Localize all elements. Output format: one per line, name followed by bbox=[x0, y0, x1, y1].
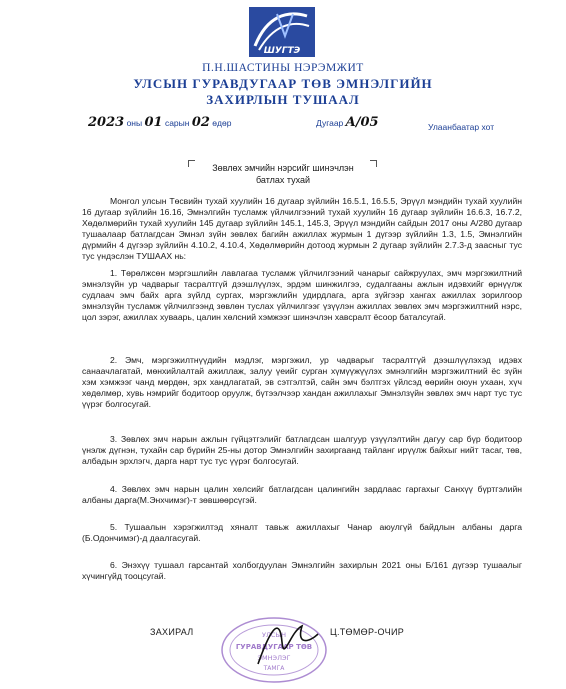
stamp-line-2: ГУРАВДУГААР ТӨВ bbox=[235, 643, 313, 651]
clause-1-text: 1. Төрөлжсөн мэргэшлийн лавлагаа тусламж үйлчилгээний чанарыг сайжруулах, эмч мэргэжилтний эмнэлзүйн ур чадварыг тасралтгүй дээшлүүлэх, эрдэм шинжилгээ, судалгааны ажлын идэвхийг өрнүүлж судлаач эмч байх арга зүйлд сургах, мэргэжлийн удирдлага, арга зүйгээр хангах ажиллах зорилгоор эмнэлзүйн тусламж үйлчилгээнд зөвлөн туслах үйлчилгээг үзүүлэн ажиллах зөвлөх эмч мэргэжилтний нэрс, цол зэрэг, ажиллах хуваарь, цалин хөлсний хэмжээг шинэчлэн хавсралт ёсоор баталсугай. bbox=[82, 268, 522, 322]
clause-5-text: 5. Тушаалын хэрэгжилтэд хяналт тавьж ажиллахыг Чанар аюулгүй байдлын албаны дарга (Б.Одончимэг)-д даалгасугай. bbox=[82, 522, 522, 543]
order-title-line-1: Зөвлөх эмчийн нэрсийг шинэчлэн bbox=[212, 163, 354, 173]
date-year: 2023 bbox=[88, 115, 125, 130]
stamp-line-3: ЭМНЭЛЭГ bbox=[257, 654, 291, 662]
org-line-3: ЗАХИРЛЫН ТУШААЛ bbox=[206, 92, 360, 107]
city: Улаанбаатар хот bbox=[428, 122, 495, 132]
signature-title: ЗАХИРАЛ bbox=[150, 627, 194, 637]
date-day: 02 bbox=[191, 115, 210, 130]
hospital-logo bbox=[247, 6, 317, 58]
number-label: Дугаар bbox=[316, 118, 344, 128]
official-stamp bbox=[218, 612, 330, 684]
clause-2 bbox=[82, 355, 522, 410]
order-title-line-2: батлах тухай bbox=[255, 175, 311, 185]
clause-6-text: 6. Энэхүү тушаал гарсантай холбогдуулан Эмнэлгийн захирлын 2021 оны Б/161 дүгээр тушаалыг хүчингүйд тооцсугай. bbox=[82, 560, 522, 581]
logo-text: ШУГТЭ bbox=[263, 46, 301, 56]
clause-4 bbox=[82, 484, 522, 506]
clause-3 bbox=[82, 434, 522, 467]
org-line-1: П.Н.ШАСТИНЫ НЭРЭМЖИТ bbox=[202, 62, 364, 74]
stamp-line-4: ТАМГА bbox=[263, 665, 285, 672]
stamp-line-1: УЛСЫН bbox=[261, 631, 287, 639]
order-date bbox=[88, 115, 231, 130]
org-line-2: УЛСЫН ГУРАВДУГААР ТӨВ ЭМНЭЛГИЙН bbox=[133, 76, 433, 91]
date-month-suffix: сарын bbox=[164, 118, 190, 128]
clause-4-text: 4. Зөвлөх эмч нарын цалин хөлсийг батлагдсан цалингийн зардлаас гаргахыг Санхүү бүртгэлийн албаны дарга(М.Энхчимэг)-т зөвшөөрсүгэй. bbox=[82, 484, 522, 505]
clause-3-text: 3. Зөвлөх эмч нарын ажлын гүйцэтгэлийг батлагдсан шалгуур үзүүлэлтийн дагуу сар бүр бодитоор үнэлж дүгнэн, тухайн сар бүрийн 25-ны дотор Эмнэлгийн захиргаанд тайланг ирүүлж байхыг нийт тасаг, төв, албадын эрхлэгч, дарга нарт тус тус үүрэг болгосугай. bbox=[82, 434, 522, 466]
clause-1 bbox=[82, 268, 522, 323]
preamble-text: Монгол улсын Төсвийн тухай хуулийн 16 дугаар зүйлийн 16.5.1, 16.5.5, Эрүүл мэндийн тухай хуулийн 16 дугаар зүйлийн 16.16, Эмнэлгийн тусламж үйлчилгээний тухай хуулийн 16 дугаар зүйлийн 16.6.3, 16.7.2, Хөдөлмөрийн тухай хуулийн 145 дугаар зүйлийн 145.1, 145.3, Эрүүл мэндийн сайдын 2017 оны А/280 дугаар тушаалаар батлагдсан Эмнэл зүйн зөвлөх багийн ажиллах журмын 1 дүгээр зүйлийн 1.3, 1.5, Эмнэлгийн дүрмийн 4 дүгээр зүйлийн 4.10.2, 4.10.4, Хөдөлмөрийн дотоод журмын 2 дугаар зүйлийн 2.7.3-д заасныг тус тус үндэслэн ТУШААХ нь: bbox=[82, 196, 522, 261]
signature-name: Ц.ТӨМӨР-ОЧИР bbox=[330, 627, 405, 637]
order-number bbox=[316, 115, 379, 130]
clause-2-text: 2. Эмч, мэргэжилтнүүдийн мэдлэг, мэргэжил, ур чадварыг тасралтгүй дээшлүүлэхэд идэвх санаачлагатай, мөнхийлалтай ажиллаж, залуу үеийг сурган хүмүүжүүлэх эмнэлгийн мэргэжилтний ёс зүйн хэм хэмжээг чанд мөрдөн, эрх хандлагатай, эв сэтгэлтэй, сайн эмч бэлтгэх үйлсэд өөрийн оюун ухаан, хүч хөдөлмөр, хувь нэмрийг бодитоор оруулж, бүтээлчээр хандан ажиллахыг Эмнэлзүйн зөвлөх эмч нарт тус тус үүрэг болгосугай. bbox=[82, 355, 522, 409]
date-day-suffix: өдөр bbox=[212, 118, 232, 128]
date-month: 01 bbox=[144, 115, 163, 130]
number-value: A/05 bbox=[345, 115, 379, 130]
date-year-suffix: оны bbox=[126, 118, 143, 128]
preamble bbox=[82, 196, 522, 262]
clause-6 bbox=[82, 560, 522, 582]
clause-5 bbox=[82, 522, 522, 544]
